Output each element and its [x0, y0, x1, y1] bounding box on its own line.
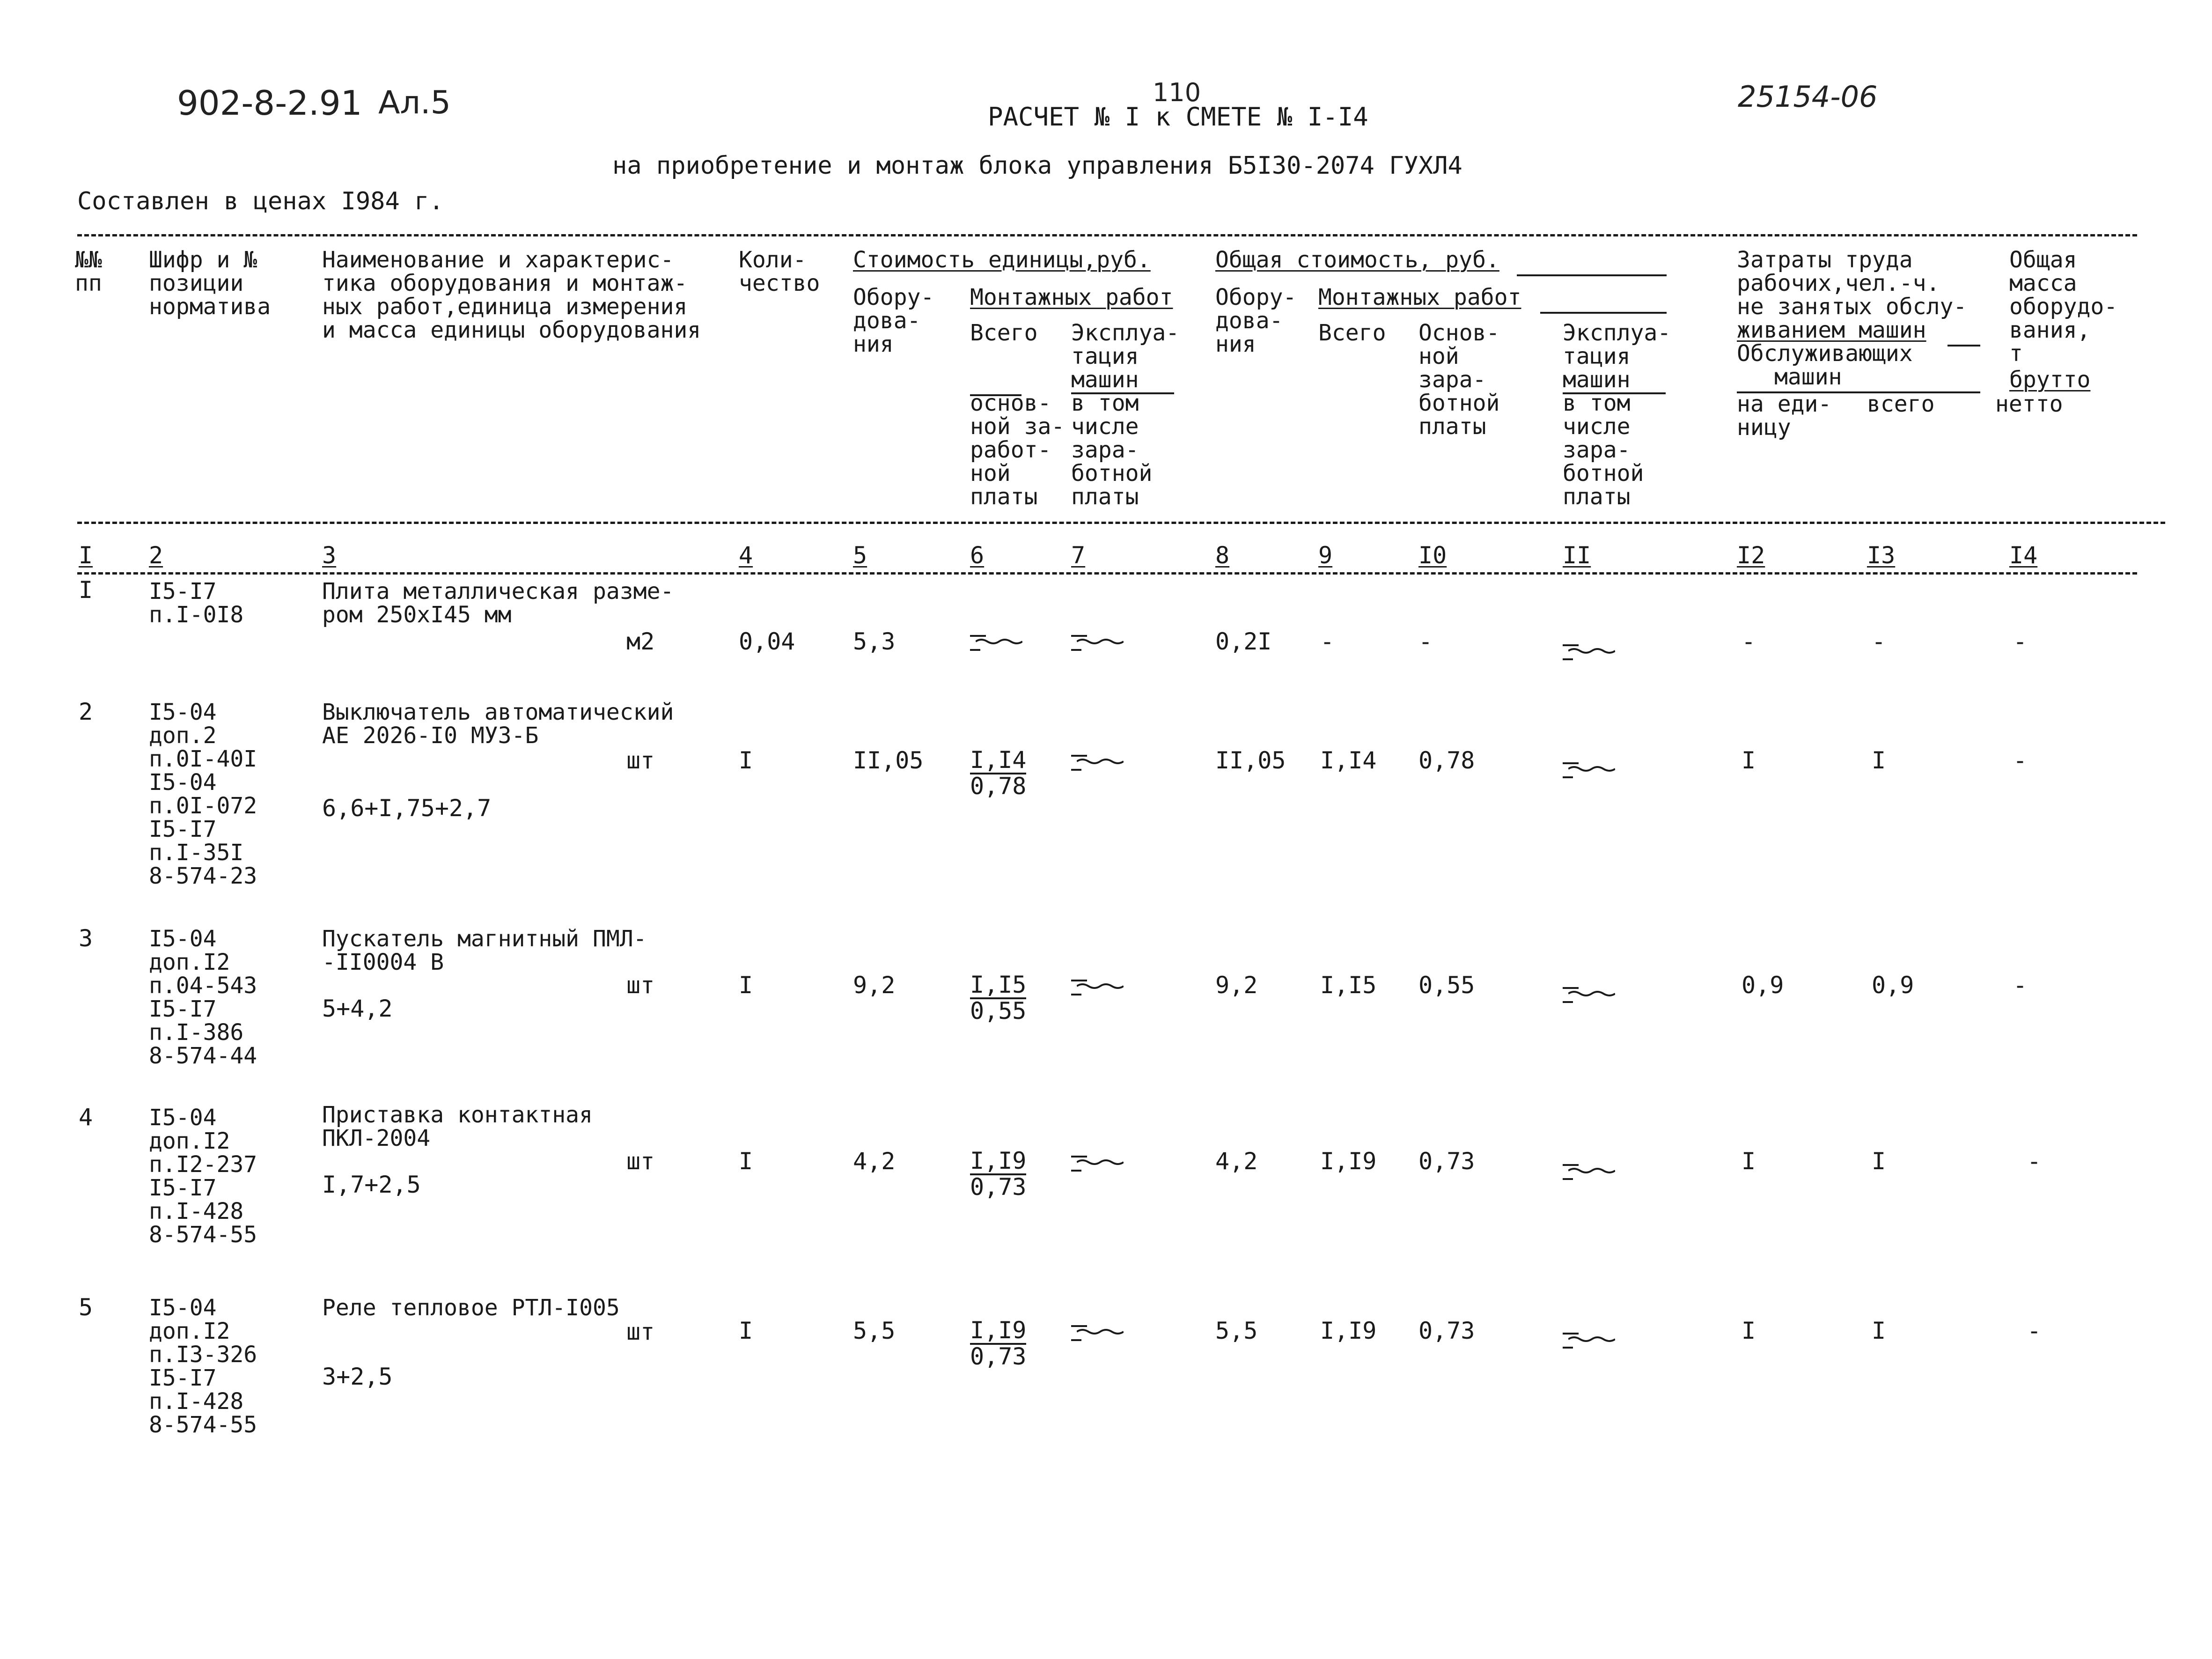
row-mount-unit-cost [970, 973, 1026, 1023]
row-code: I5-04 доп.I2 п.I3-326 I5-I7 п.I-428 8-574-55 [149, 1295, 257, 1438]
row-number: 3 [79, 925, 93, 952]
col-header-machine-wage-unit: в том числе зара- ботной платы [1071, 390, 1153, 510]
column-number: 5 [853, 542, 867, 569]
column-number: II [1563, 542, 1591, 569]
document-subtitle: на приобретение и монтаж блока управления Б5I30-2074 ГУХЛ4 [612, 152, 1462, 180]
row-unit: шт [626, 1148, 655, 1175]
row-equip-total-cost: II,05 [1215, 747, 1286, 774]
row-unit: шт [626, 972, 655, 999]
col-header-mass-gross: брутто [2009, 367, 2091, 393]
row-mass: - [2013, 972, 2028, 999]
row-name: Выключатель автоматический АЕ 2026-I0 МУЗ-Б [322, 699, 674, 749]
row-quantity: I [739, 972, 753, 999]
row-mount-total: I,I4 [1320, 747, 1377, 774]
col-header-machine-wage-total: в том числе зара- ботной платы [1563, 390, 1644, 510]
column-number: I0 [1418, 542, 1447, 569]
row-labor-total: I [1872, 747, 1886, 774]
row-machine-unit-cost [1071, 1151, 1118, 1174]
col-header-wage-unit-rest: ной за- работ- ной платы [970, 413, 1065, 510]
col-header-quantity: Коли- чество [739, 247, 820, 296]
row-formula: 6,6+I,75+2,7 [322, 795, 492, 822]
row-wage-total: 0,73 [1418, 1148, 1475, 1175]
row-number: 4 [79, 1104, 93, 1131]
reference-number: 25154-06 [1738, 80, 1878, 114]
col-header-code: Шифр и № позиции норматива [149, 247, 271, 320]
row-equip-unit-cost: 4,2 [853, 1148, 896, 1175]
col-header-labor: Затраты труда рабочих,чел.-ч. не занятых обслу- [1737, 247, 1967, 320]
row-equip-total-cost: 9,2 [1215, 972, 1258, 999]
row-equip-total-cost: 0,2I [1215, 628, 1272, 655]
col-header-labor-servicing: Обслуживающих [1737, 340, 1913, 367]
col-header-wage-total: Основ- ной зара- ботной платы [1418, 320, 1500, 440]
column-number: I4 [2009, 542, 2038, 569]
row-number: 5 [79, 1294, 93, 1321]
mount-wage-value: 0,73 [970, 1343, 1027, 1370]
row-equip-unit-cost: 9,2 [853, 972, 896, 999]
group-header-mount-unit: Монтажных работ [970, 284, 1173, 310]
row-machine-total [1563, 1328, 1609, 1351]
row-unit: шт [626, 747, 655, 774]
row-mass: - [2027, 1148, 2042, 1175]
header-underline-ext [1540, 312, 1667, 314]
compiled-prices-note: Составлен в ценах I984 г. [77, 187, 444, 215]
column-number: 2 [149, 542, 163, 569]
row-name: Реле тепловое РТЛ-I005 [322, 1295, 620, 1321]
row-name: Пускатель магнитный ПМЛ- -II0004 В [322, 926, 647, 975]
column-number: 9 [1318, 542, 1333, 569]
row-mount-unit-cost [970, 1149, 1026, 1199]
row-machine-unit-cost [1071, 975, 1118, 998]
row-mount-total: I,I9 [1320, 1148, 1377, 1175]
col-header-labor-servicing-machines: машин [1774, 364, 1842, 390]
column-number: 3 [322, 542, 337, 569]
row-code: I5-04 доп.I2 п.04-543 I5-I7 п.I-386 8-574-44 [149, 926, 257, 1069]
column-number-rule [77, 572, 2137, 575]
row-equip-unit-cost: 5,3 [853, 628, 896, 655]
row-equip-unit-cost: II,05 [853, 747, 924, 774]
row-name: Приставка контактная ПКЛ-2004 [322, 1102, 593, 1151]
row-formula: I,7+2,5 [322, 1171, 421, 1198]
page-number: 110 [1153, 78, 1201, 107]
mount-total-value: I,I5 [970, 971, 1027, 998]
group-header-mount-total: Монтажных работ [1318, 284, 1521, 310]
row-machine-total [1563, 758, 1609, 781]
column-number: 6 [970, 542, 985, 569]
row-machine-total [1563, 640, 1609, 663]
col-header-total-unit: Всего [970, 320, 1038, 346]
row-quantity: I [739, 747, 753, 774]
col-header-machine-total: Эксплуа- тация машин [1563, 320, 1671, 393]
row-mount-unit-cost [970, 748, 1026, 798]
row-mass: - [2027, 1317, 2042, 1344]
column-number: I2 [1737, 542, 1765, 569]
row-labor-total: I [1872, 1148, 1886, 1175]
row-labor-unit: I [1742, 747, 1756, 774]
row-mount-unit-cost [970, 630, 1017, 654]
row-mount-unit-cost [970, 1319, 1026, 1368]
col-header-name: Наименование и характерис- тика оборудования и монтаж- ных работ,единица измерения и масса единицы оборудования [322, 247, 701, 343]
mount-total-value: I,I9 [970, 1317, 1027, 1344]
mount-wage-value: 0,78 [970, 773, 1027, 800]
row-mount-total: I,I9 [1320, 1317, 1377, 1344]
row-mass: - [2013, 747, 2028, 774]
column-number: 4 [739, 542, 753, 569]
column-number: I [79, 542, 93, 569]
group-header-total-cost: Общая стоимость, руб. [1215, 247, 1499, 273]
col-header-machine-unit: Эксплуа- тация машин [1071, 320, 1180, 393]
mount-total-value: I,I4 [970, 746, 1027, 774]
row-labor-total: 0,9 [1872, 972, 1914, 999]
mount-total-value: I,I9 [970, 1147, 1027, 1174]
row-formula: 5+4,2 [322, 995, 393, 1022]
row-quantity: I [739, 1148, 753, 1175]
row-equip-total-cost: 5,5 [1215, 1317, 1258, 1344]
row-unit: м2 [626, 628, 655, 655]
col-header-number: №№ пп [75, 247, 102, 296]
row-machine-unit-cost [1071, 630, 1118, 654]
row-wage-total: 0,73 [1418, 1317, 1475, 1344]
row-equip-unit-cost: 5,5 [853, 1317, 896, 1344]
col-header-mass: Общая масса оборудо- вания, т [2009, 247, 2118, 367]
row-number: I [79, 576, 93, 604]
row-labor-total: - [1872, 628, 1886, 655]
album-number: Ал.5 [378, 84, 451, 121]
col-header-equip-unit: Обору- дова- ния [853, 284, 934, 357]
row-unit: шт [626, 1318, 655, 1345]
row-wage-total: 0,55 [1418, 972, 1475, 999]
row-mount-total: I,I5 [1320, 972, 1377, 999]
row-code: I5-I7 п.I-0I8 [149, 578, 244, 628]
column-number: 7 [1071, 542, 1086, 569]
row-machine-unit-cost [1071, 1320, 1118, 1344]
row-labor-unit: I [1742, 1317, 1756, 1344]
row-mount-total: - [1320, 628, 1335, 655]
row-formula: 3+2,5 [322, 1363, 393, 1390]
col-header-equip-total: Обору- дова- ния [1215, 284, 1297, 357]
row-quantity: 0,04 [739, 628, 795, 655]
row-name: Плита металлическая разме- ром 250хI45 мм [322, 578, 674, 628]
mount-wage-value: 0,73 [970, 1173, 1027, 1201]
col-header-labor-machines: живанием машин [1737, 317, 1926, 343]
row-machine-total [1563, 1159, 1609, 1183]
doc-code: 902-8-2.91 [177, 83, 362, 123]
row-mass: - [2013, 628, 2028, 655]
row-code: I5-04 доп.2 п.0I-40I I5-04 п.0I-072 I5-I7 п.I-35I 8-574-23 [149, 699, 257, 889]
row-labor-unit: I [1742, 1148, 1756, 1175]
row-labor-unit: - [1742, 628, 1756, 655]
col-header-wage-unit: основ- [970, 390, 1051, 416]
col-header-labor-total: всего [1867, 391, 1935, 417]
document-title: РАСЧЕТ № I к СМЕТЕ № I-I4 [988, 102, 1368, 132]
row-wage-total: 0,78 [1418, 747, 1475, 774]
col-header-labor-per-unit: на еди- ницу [1737, 391, 1832, 441]
row-machine-total [1563, 982, 1609, 1006]
column-number: 8 [1215, 542, 1230, 569]
col-header-total-mount: Всего [1318, 320, 1386, 346]
header-underline-ext [1517, 274, 1667, 276]
row-equip-total-cost: 4,2 [1215, 1148, 1258, 1175]
row-number: 2 [79, 698, 93, 725]
row-code: I5-04 доп.I2 п.I2-237 I5-I7 п.I-428 8-574-55 [149, 1105, 257, 1248]
row-machine-unit-cost [1071, 750, 1118, 774]
mount-wage-value: 0,55 [970, 997, 1027, 1025]
row-labor-unit: 0,9 [1742, 972, 1784, 999]
row-wage-total: - [1418, 628, 1433, 655]
col-header-mass-net: нетто [1995, 391, 2063, 417]
row-quantity: I [739, 1317, 753, 1344]
header-underline-ext [1947, 345, 1980, 347]
row-labor-total: I [1872, 1317, 1886, 1344]
column-number: I3 [1867, 542, 1896, 569]
group-header-unit-cost: Стоимость единицы,руб. [853, 247, 1151, 273]
header-top-rule [77, 234, 2137, 236]
header-bottom-rule [77, 522, 2165, 524]
